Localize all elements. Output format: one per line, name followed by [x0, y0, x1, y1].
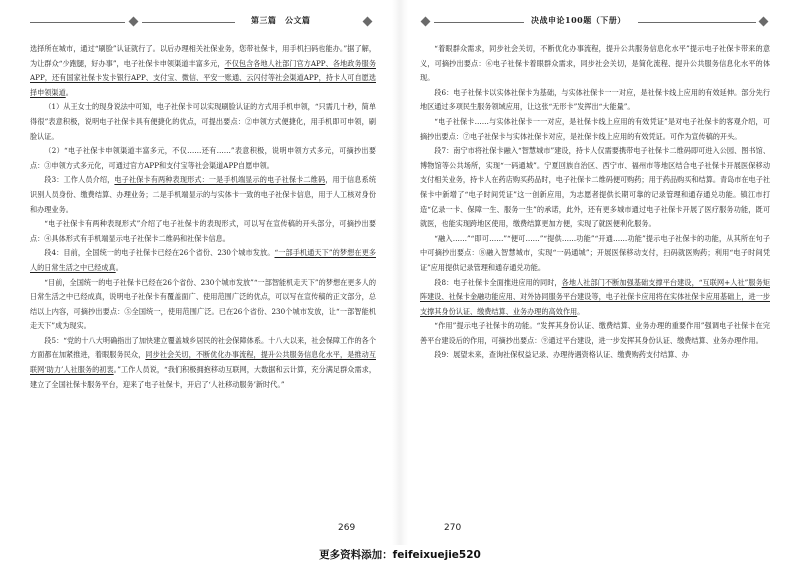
right-page-number: 270 [444, 523, 462, 533]
text-segment: 段8：电子社保卡全面推进应用的同时， [434, 277, 562, 287]
right-header-title: 决战申论100题（下册） [528, 15, 629, 26]
text-segment: “电子社保卡……与实体社保卡一一对应，是社保卡线上应用的有效凭证”是对电子社保卡的客观介绍，可摘抄出要点：⑦电子社保卡与实体社保卡对应，是社保卡线上应用的有效凭证。可作为宣传稿的开头。 [420, 116, 770, 141]
text-segment: “电子社保卡有两种表现形式”介绍了电子社保卡的表现形式，可以写在宣传稿的开头部分，可摘抄出要点：④具体形式有手机端显示电子社保卡二维码和社保卡信息。 [30, 219, 376, 243]
text-segment: （1）从王女士的现身说法中可知，电子社保卡可以实现刷脸认证的方式用手机申领，“只需几十秒，简单得很”表意积极，说明电子社保卡具有便捷化的优点，可提出要点：②申领方式便捷化，用手机即可申领，刷脸认证。 [30, 102, 376, 141]
underlined-text: “一部手机通天下”的梦想在更多人的日常生活之中已经成真 [30, 248, 376, 272]
book-gutter [392, 0, 408, 545]
text-segment: “融入……”“即可……”“便可……”“提供……功能”“开通……功能”提示电子社保卡的功能，从其所在句子中可摘抄出要点：⑧融入智慧城市，实现“一码通城”；开展医保移动支付，扫码就医购药；利用“电子时间凭证”应用提供记录管理和通存通兑功能。 [420, 233, 770, 272]
header-rule [638, 22, 756, 23]
paragraph [30, 173, 376, 217]
text-segment: “着眼群众需求，同步社会关切，不断优化办事流程，提升公共服务信息化水平”提示电子社保卡带来的意义，可摘抄出要点：⑥电子社保卡着眼群众需求，同步社会关切，是简化流程、提升公共服务信息化水平的体现。 [420, 44, 770, 83]
underlined-text: 同步社会关切，不断优化办事流程，提升公共服务信息化水平，是推动互联网‘助力’人社服务的初衷 [30, 350, 376, 375]
text-segment: 。 [65, 87, 73, 97]
text-segment: “目前，全国统一的电子社保卡已经在26个省份、230个城市发放”“一部智能机走天下”的梦想在更多人的日常生活之中已经成真，说明电子社保卡有覆盖面广、使用范围广泛的优点，可以写在宣传稿的正文部分，总结以上内容，可摘抄出要点：⑤全国统一，使用范围广泛。已在26个省份、230个城市发放，让“一部智能机走天下”成为现实。 [30, 277, 376, 331]
text-segment: 。 [115, 262, 123, 272]
paragraph [30, 100, 376, 144]
left-page-body [30, 42, 376, 392]
header-diamond-icon [421, 17, 431, 27]
left-page [30, 0, 376, 545]
paragraph [420, 276, 770, 320]
header-diamond-icon [363, 17, 373, 27]
header-rule [142, 22, 235, 23]
text-segment: ，用于信息系统识别人员身份、缴费结算、办理业务；二是手机端显示的与实体卡一致的电子社保卡信息，用于人工核对身份和办理业务。 [30, 175, 376, 214]
paragraph [30, 217, 376, 246]
right-page-header [420, 14, 770, 30]
underlined-text: 各地人社部门不断加强基础支撑平台建设，“互联网+人社”服务矩阵建设、社保卡金融功能应用、对外协同服务平台建设等，电子社保卡应用将在实体社保卡应用基础上，进一步支撑其身份认证、缴费结算、业务办理的高效作用 [420, 277, 770, 316]
text-segment: 。 [577, 306, 585, 316]
footer-watermark: 更多资料添加：feifeixuejie520 [319, 549, 481, 561]
paragraph [420, 232, 770, 276]
paragraph [30, 246, 376, 275]
paragraph [420, 144, 770, 232]
right-page [420, 0, 770, 545]
text-segment: 。”工作人员说，“我们积极拥抱移动互联网，大数据和云计算，充分满足群众需求，建立了全国社保卡服务平台，迎来了电子社保卡，开启了‘人社移动服务’新时代。” [30, 365, 376, 389]
left-header-title: 第三篇 公文篇 [248, 15, 314, 26]
text-segment: 段6：电子社保卡以实体社保卡为基础，与实体社保卡一一对应，是社保卡线上应用的有效延伸。部分先行地区通过多项民生服务领域应用，让这张“无形卡”发挥出“大能量”。 [420, 87, 770, 112]
left-page-header [30, 14, 376, 30]
paragraph [420, 42, 770, 86]
header-rule [30, 22, 125, 23]
underlined-text: 不仅包含各地人社部门官方APP、各地政务服务APP，还有国家社保卡发卡银行APP、支付宝、微信、平安一账通、云闪付等社会渠道APP，持卡人可自愿选择申领渠道 [30, 58, 376, 97]
text-segment: （2）“电子社保卡申领渠道丰富多元，不仅……还有……”表意积极，说明申领方式多元，可摘抄出要点：③申领方式多元化，可通过官方APP和支付宝等社会渠道APP自愿申领。 [30, 146, 376, 170]
text-segment: 选择所在城市，通过“刷脸”认证就行了。以后办理相关社保业务，您带社保卡，用手机扫码也能办。”据了解，为让群众“少跑腿，好办事”，电子社保卡申领渠道丰富多元， [30, 44, 376, 68]
paragraph [30, 334, 376, 392]
text-segment: 段7：南宁市将社保卡融入“智慧城市”建设，持卡人仅需要携带电子社保卡二维码即可进入公园、图书馆、博物馆等公共场所，实现“一码通城”。宁夏回族自治区、西宁市、福州市等地区结合电子社保卡开展医保移动支付相关业务，持卡人在药店购买药品时，电子社保卡二维码便可购药；用于药品购买和结算。青岛市在电子社保卡中新增了“电子时间凭证”这一创新应用，为志愿者提供长期可靠的记录管理和通存通兑功能。镇江市打造“亿录一卡、保障一生、服务一生”的承诺，此外，还有更多城市通过电子社保卡开展了医疗服务功能，既可就医，也能实现跨地区使用，缴费结算更加方便，实现了就医便利化服务。 [420, 146, 770, 229]
paragraph [30, 42, 376, 100]
paragraph [420, 115, 770, 144]
text-segment: 段5：“党的十八大明确指出了加快建立覆盖城乡居民的社会保障体系。十八大以来，社会保障工作的各个方面都在加紧推进，着眼服务民众， [30, 335, 376, 360]
underlined-text: 电子社保卡有两种表现形式：一是手机端显示的电子社保卡二维码 [114, 175, 326, 185]
text-segment: 段9：展望未来，查询社保权益记录、办理待遇资格认证、缴费购药支付结算、办 [434, 350, 689, 360]
paragraph [420, 348, 770, 363]
paragraph [30, 276, 376, 334]
text-segment: 段3：工作人员介绍， [44, 175, 115, 185]
left-page-number: 269 [338, 523, 356, 533]
paragraph [30, 144, 376, 173]
paragraph [420, 86, 770, 115]
header-rule [434, 22, 524, 23]
right-page-body [420, 42, 770, 363]
text-segment: 段4：目前，全国统一的电子社保卡已经在26个省份、230个城市发放。 [44, 248, 275, 258]
paragraph [420, 319, 770, 348]
header-diamond-icon [759, 17, 769, 27]
text-segment: “作用”提示电子社保卡的功能。“发挥其身份认证、缴费结算、业务办理的重要作用”强调电子社保卡在完善平台建设后的作用，可摘抄出要点：⑨通过平台建设，进一步发挥其身份认证、缴费结算、业务办理作用。 [420, 321, 770, 345]
header-diamond-icon [129, 17, 139, 27]
